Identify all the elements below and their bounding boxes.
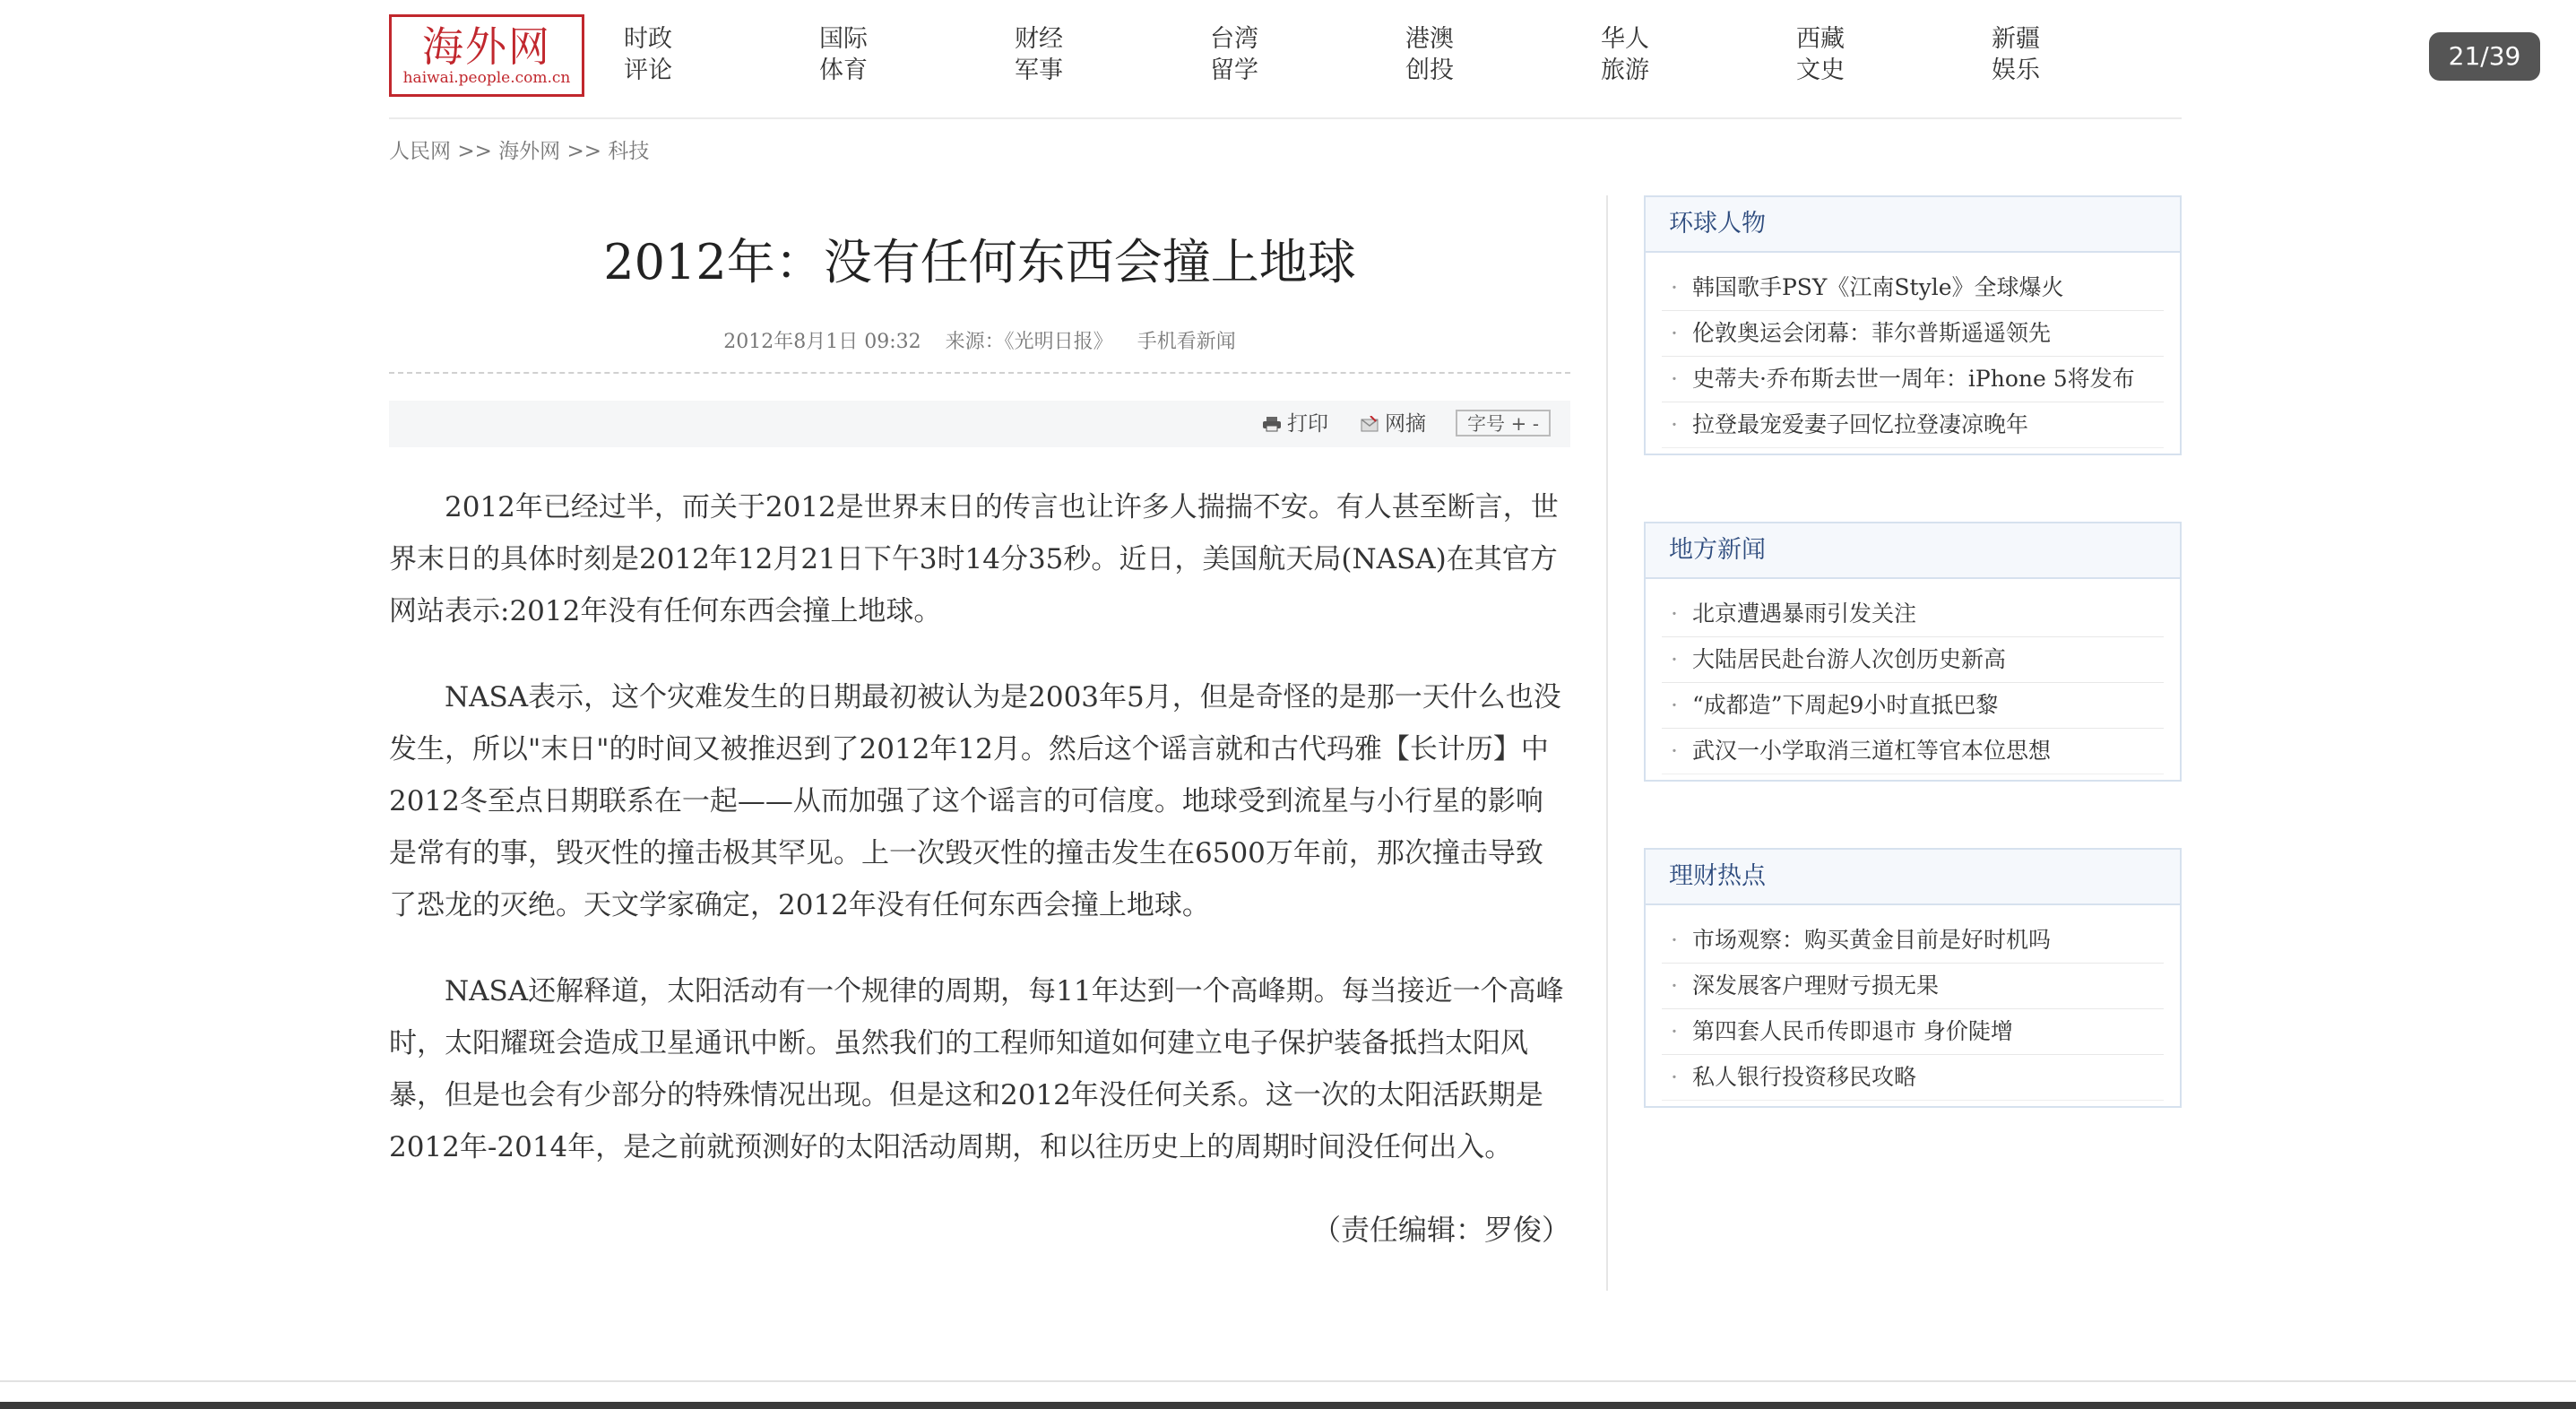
nav-link[interactable]: 国际	[819, 25, 868, 53]
sidebar-link[interactable]	[1662, 918, 2164, 964]
nav-link[interactable]: 时政	[624, 25, 672, 53]
bullet-icon: ·	[1671, 972, 1678, 998]
nav-column	[1796, 23, 1975, 86]
article-date: 2012年8月1日 09:32	[723, 331, 921, 354]
breadcrumb-link[interactable]: 海外网	[498, 140, 561, 163]
bookmark-label: 网摘	[1385, 412, 1426, 437]
article-paragraph: NASA表示，这个灾难发生的日期最初被认为是2003年5月，但是奇怪的是那一天什么也没发生，所以"末日"的时间又被推迟到了2012年12月。然后这个谣言就和古代玛雅【长计历】中2012冬至点日期联系在一起——从而加强了这个谣言的可信度。地球受到流星与小行星的影响是常有的事，毁灭性的撞击极其罕见。上一次毁灭性的撞击发生在6500万年前，那次撞击导致了恐龙的灭绝。天文学家确定，2012年没有任何东西会撞上地球。	[389, 681, 1561, 922]
nav-column	[624, 23, 803, 86]
sidebar-link-text: 北京遭遇暴雨引发关注	[1691, 601, 1916, 627]
sidebar-link[interactable]	[1662, 402, 2164, 448]
breadcrumb-link[interactable]: 科技	[608, 140, 650, 163]
bullet-icon: ·	[1671, 646, 1678, 672]
logo-text: 海外网	[422, 22, 551, 71]
nav-link[interactable]: 娱乐	[1992, 56, 2040, 84]
sidebar-link[interactable]	[1662, 311, 2164, 357]
sidebar-link-text: 史蒂夫·乔布斯去世一周年：iPhone 5将发布	[1691, 366, 2135, 392]
sidebar-box-local-news	[1644, 522, 2182, 782]
header-divider	[389, 117, 2182, 119]
nav-column	[819, 23, 998, 86]
nav-link[interactable]: 西藏	[1796, 25, 1845, 53]
logo-url: haiwai.people.com.cn	[402, 69, 571, 87]
article-toolbar	[389, 401, 1570, 447]
mobile-news-link[interactable]: 手机看新闻	[1137, 331, 1236, 354]
sidebar-link-text: 大陆居民赴台游人次创历史新高	[1691, 646, 2006, 672]
breadcrumb-separator: >>	[566, 140, 602, 163]
article-source[interactable]: 来源：《光明日报》	[945, 331, 1113, 354]
article-title: 2012年：没有任何东西会撞上地球	[603, 234, 1356, 290]
bullet-icon: ·	[1671, 601, 1678, 627]
nav-link[interactable]: 创投	[1405, 56, 1454, 84]
sidebar-link[interactable]	[1662, 729, 2164, 774]
sidebar-box-title[interactable]: 环球人物	[1646, 197, 2180, 253]
nav-column	[1992, 23, 2171, 86]
responsible-editor: （责任编辑：罗俊）	[1311, 1213, 1570, 1248]
meta-divider	[389, 372, 1570, 374]
footer-divider	[0, 1380, 2576, 1382]
article-meta	[389, 326, 1570, 354]
sidebar-link[interactable]	[1662, 592, 2164, 637]
bullet-icon: ·	[1671, 411, 1678, 437]
sidebar-link[interactable]	[1662, 1055, 2164, 1101]
sidebar-box-finance	[1644, 848, 2182, 1108]
column-divider	[1606, 195, 1608, 1291]
sidebar-link[interactable]	[1662, 357, 2164, 402]
bullet-icon: ·	[1671, 1064, 1678, 1090]
sidebar-link-text: 伦敦奥运会闭幕：菲尔普斯遥遥领先	[1691, 320, 2051, 346]
nav-link[interactable]: 新疆	[1992, 25, 2040, 53]
article-paragraph: NASA还解释道，太阳活动有一个规律的周期，每11年达到一个高峰期。每当接近一个高峰时，太阳耀斑会造成卫星通讯中断。虽然我们的工程师知道如何建立电子保护装备抵挡太阳风暴，但是也会有少部分的特殊情况出现。但是这和2012年没任何关系。这一次的太阳活跃期是2012年-2014年，是之前就预测好的太阳活动周期，和以往历史上的周期时间没任何出入。	[389, 975, 1564, 1164]
site-logo[interactable]	[389, 14, 584, 97]
breadcrumb-separator: >>	[457, 140, 492, 163]
nav-link[interactable]: 留学	[1210, 56, 1258, 84]
article-paragraph: 2012年已经过半，而关于2012是世界末日的传言也让许多人揣揣不安。有人甚至断言，世界末日的具体时刻是2012年12月21日下午3时14分35秒。近日，美国航天局(NASA)在其官方网站表示:2012年没有任何东西会撞上地球。	[389, 491, 1559, 628]
sidebar-link[interactable]	[1662, 964, 2164, 1009]
bookmark-icon	[1360, 416, 1379, 432]
bullet-icon: ·	[1671, 1018, 1678, 1044]
main-nav	[624, 23, 2165, 95]
nav-link[interactable]: 评论	[624, 56, 672, 84]
nav-column	[1601, 23, 1780, 86]
page-counter: 21/39	[2429, 32, 2540, 81]
sidebar-link-text: 私人银行投资移民攻略	[1691, 1064, 1916, 1090]
footer-strip	[0, 1402, 2576, 1409]
sidebar-link[interactable]	[1662, 265, 2164, 311]
bullet-icon: ·	[1671, 274, 1678, 300]
sidebar-link-text: “成都造”下周起9小时直抵巴黎	[1691, 692, 1999, 718]
print-button[interactable]	[1262, 410, 1328, 438]
bullet-icon: ·	[1671, 692, 1678, 718]
article	[389, 195, 1570, 1249]
sidebar-list	[1662, 918, 2164, 1101]
bullet-icon: ·	[1671, 320, 1678, 346]
nav-link[interactable]: 华人	[1601, 25, 1649, 53]
nav-column	[1405, 23, 1585, 86]
article-body	[389, 481, 1570, 1173]
sidebar-box-title[interactable]: 理财热点	[1646, 850, 2180, 905]
font-size-control[interactable]: 字号 + -	[1456, 410, 1551, 437]
nav-link[interactable]: 港澳	[1405, 25, 1454, 53]
sidebar-link-text: 拉登最宠爱妻子回忆拉登凄凉晚年	[1691, 411, 2028, 437]
nav-column	[1015, 23, 1194, 86]
breadcrumb	[389, 134, 649, 164]
bullet-icon: ·	[1671, 366, 1678, 392]
sidebar-list	[1662, 592, 2164, 774]
nav-column	[1210, 23, 1389, 86]
breadcrumb-link[interactable]: 人民网	[389, 140, 451, 163]
nav-link[interactable]: 台湾	[1210, 25, 1258, 53]
bookmark-button[interactable]	[1360, 410, 1426, 438]
printer-icon	[1262, 416, 1282, 432]
sidebar-link-text: 武汉一小学取消三道杠等官本位思想	[1691, 738, 2051, 764]
sidebar-box-title[interactable]: 地方新闻	[1646, 523, 2180, 579]
sidebar-link[interactable]	[1662, 637, 2164, 683]
sidebar-link-text: 市场观察：购买黄金目前是好时机吗	[1691, 927, 2051, 953]
sidebar-link[interactable]	[1662, 683, 2164, 729]
sidebar-box-global-people	[1644, 195, 2182, 455]
sidebar-list	[1662, 265, 2164, 448]
sidebar-link-text: 第四套人民币传即退市 身价陡增	[1691, 1018, 2013, 1044]
bullet-icon: ·	[1671, 738, 1678, 764]
sidebar-link-text: 深发展客户理财亏损无果	[1691, 972, 1939, 998]
print-label: 打印	[1287, 412, 1328, 437]
nav-link[interactable]: 财经	[1015, 25, 1063, 53]
sidebar-link[interactable]	[1662, 1009, 2164, 1055]
nav-link[interactable]: 文史	[1796, 56, 1845, 84]
sidebar-link-text: 韩国歌手PSY《江南Style》全球爆火	[1691, 274, 2064, 300]
nav-link[interactable]: 旅游	[1601, 56, 1649, 84]
nav-link[interactable]: 体育	[819, 56, 868, 84]
nav-link[interactable]: 军事	[1015, 56, 1063, 84]
bullet-icon: ·	[1671, 927, 1678, 953]
